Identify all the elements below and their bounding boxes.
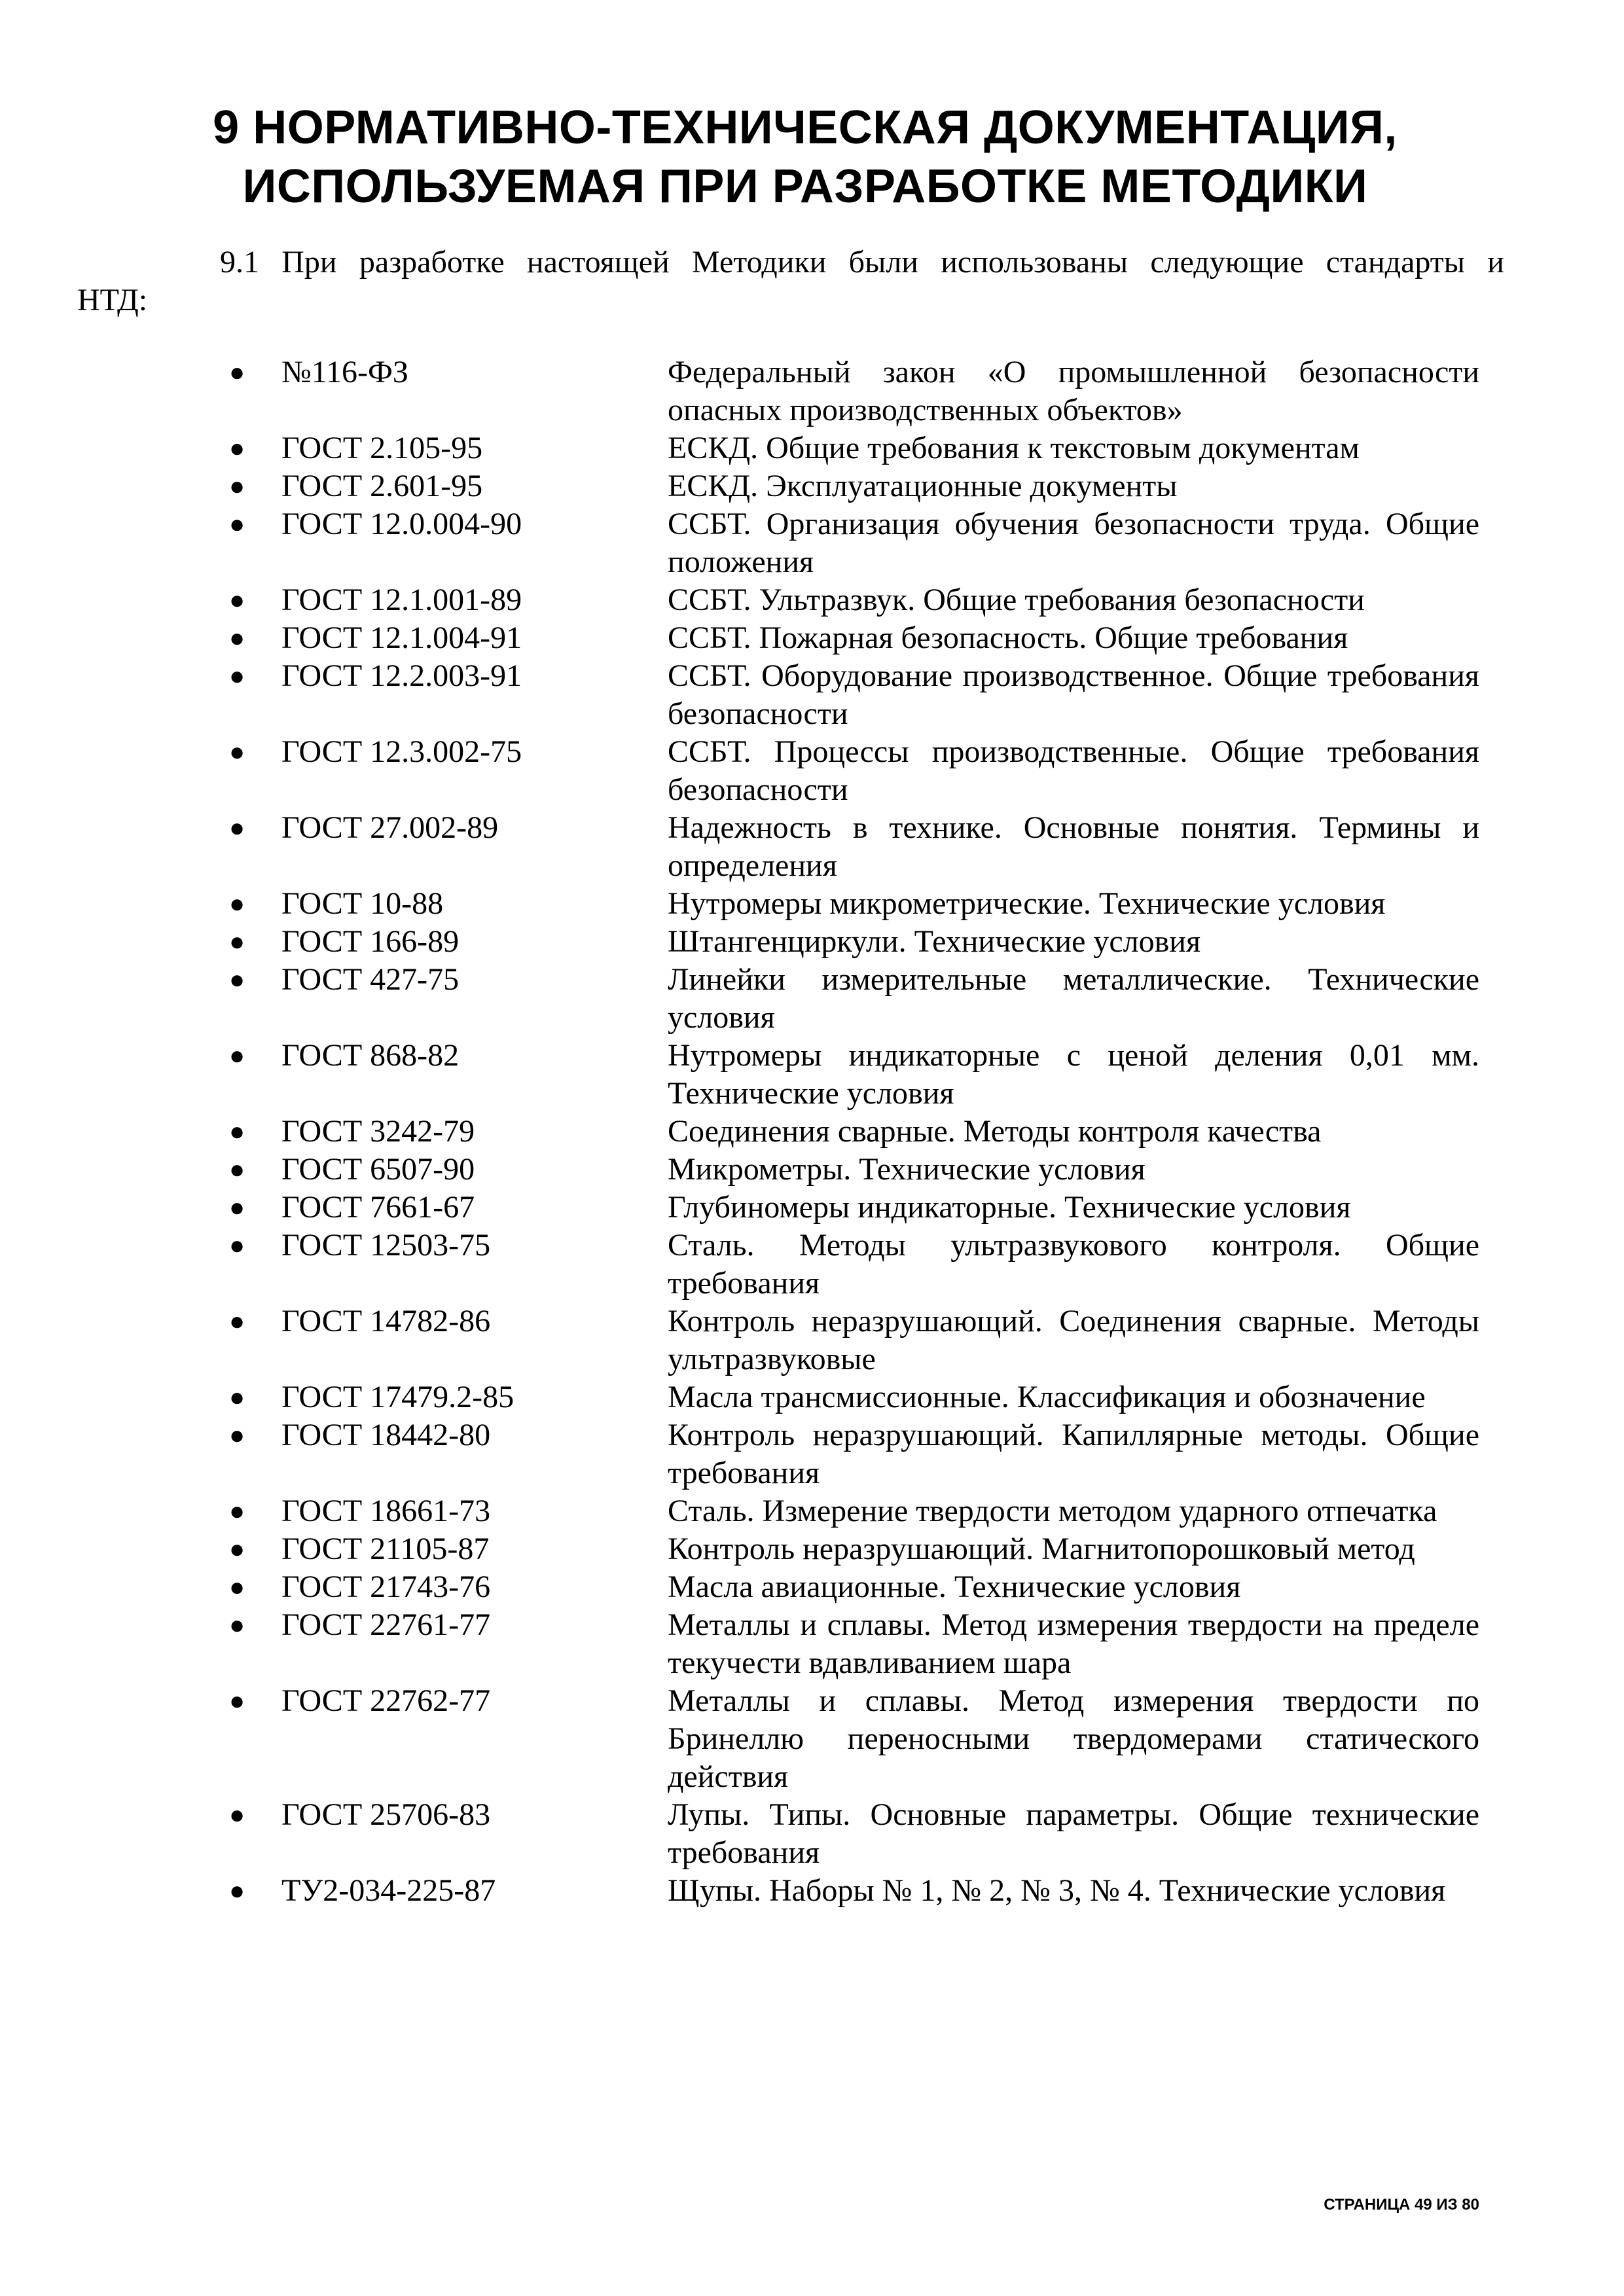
- bullet-icon: ●: [229, 623, 245, 653]
- standard-description: ЕСКД. Эксплуатационные документы: [668, 469, 1178, 503]
- bullet-icon: ●: [229, 1306, 245, 1336]
- standard-code: ГОСТ 18661-73: [281, 1494, 491, 1528]
- standard-description: Контроль неразрушающий. Магнитопорошковый метод: [668, 1532, 1415, 1566]
- standard-description: Федеральный закон «О промышленной безопасности опасных производственных объектов»: [668, 355, 1479, 427]
- standard-description: Масла трансмиссионные. Классификация и обозначение: [668, 1380, 1426, 1414]
- intro-word: были: [848, 245, 918, 279]
- list-item: [229, 809, 1486, 885]
- intro-word: При: [281, 245, 337, 279]
- bullet-icon: ●: [229, 965, 245, 994]
- standard-code: ГОСТ 12503-75: [281, 1228, 491, 1263]
- standard-code: ГОСТ 427-75: [281, 962, 460, 997]
- list-item: [229, 1037, 1486, 1113]
- bullet-icon: ●: [229, 1496, 245, 1526]
- list-item: [229, 505, 1486, 581]
- list-item: [229, 1227, 1486, 1302]
- intro-word: разработке: [359, 245, 505, 279]
- intro-word: стандарты: [1326, 245, 1465, 279]
- list-item: [229, 1796, 1486, 1872]
- intro-line-1: [77, 243, 1504, 281]
- list-item: [229, 467, 1486, 505]
- standard-code: ГОСТ 25706-83: [281, 1797, 491, 1832]
- list-item: [229, 885, 1486, 923]
- standard-description: Лупы. Типы. Основные параметры. Общие технические требования: [668, 1797, 1479, 1870]
- bullet-icon: ●: [229, 889, 245, 918]
- intro-word: следующие: [1150, 245, 1304, 279]
- bullet-icon: ●: [229, 471, 245, 501]
- standard-code: ГОСТ 10-88: [281, 886, 444, 921]
- standard-code: ГОСТ 27.002-89: [281, 810, 499, 845]
- standards-list: [229, 353, 1486, 1910]
- section-heading: [196, 98, 1414, 216]
- list-item: [229, 1568, 1486, 1606]
- standard-description: Контроль неразрушающий. Капиллярные методы. Общие требования: [668, 1418, 1479, 1490]
- standard-code: ГОСТ 18442-80: [281, 1418, 491, 1452]
- heading-line-1: 9 НОРМАТИВНО-ТЕХНИЧЕСКАЯ ДОКУМЕНТАЦИЯ,: [213, 101, 1398, 154]
- standard-description: Металлы и сплавы. Метод измерения твердости по Бринеллю переносными твердомерами статического действия: [668, 1683, 1479, 1794]
- standard-description: Микрометры. Технические условия: [668, 1152, 1146, 1187]
- standard-description: Штангенциркули. Технические условия: [668, 924, 1201, 959]
- bullet-icon: ●: [229, 1686, 245, 1715]
- standard-code: ГОСТ 868-82: [281, 1038, 460, 1073]
- standard-code: №116-ФЗ: [281, 355, 408, 389]
- standard-description: Щупы. Наборы № 1, № 2, № 3, № 4. Технические условия: [668, 1873, 1446, 1908]
- standard-code: ГОСТ 22761-77: [281, 1607, 491, 1642]
- standard-description: Нутромеры микрометрические. Технические условия: [668, 886, 1386, 921]
- list-item: [229, 1872, 1486, 1910]
- bullet-icon: ●: [229, 1420, 245, 1450]
- list-item: [229, 619, 1486, 657]
- list-item: [229, 657, 1486, 733]
- bullet-icon: ●: [229, 927, 245, 956]
- standard-code: ГОСТ 2.601-95: [281, 469, 483, 503]
- standard-code: ГОСТ 12.2.003-91: [281, 658, 522, 693]
- list-item: [229, 581, 1486, 619]
- standard-code: ГОСТ 12.0.004-90: [281, 507, 522, 541]
- bullet-icon: ●: [229, 509, 245, 539]
- bullet-icon: ●: [229, 813, 245, 842]
- standard-code: ГОСТ 3242-79: [281, 1114, 475, 1149]
- bullet-icon: ●: [229, 1800, 245, 1829]
- list-item: [229, 1682, 1486, 1796]
- bullet-icon: ●: [229, 1041, 245, 1070]
- list-item: [229, 1492, 1486, 1530]
- bullet-icon: ●: [229, 585, 245, 615]
- intro-word: и: [1487, 245, 1504, 279]
- list-item: [229, 1530, 1486, 1568]
- list-item: [229, 923, 1486, 961]
- bullet-icon: ●: [229, 1572, 245, 1602]
- list-item: [229, 1189, 1486, 1227]
- list-item: [229, 733, 1486, 809]
- bullet-icon: ●: [229, 1534, 245, 1564]
- list-item: [229, 1416, 1486, 1492]
- standard-description: ССБТ. Организация обучения безопасности труда. Общие положения: [668, 507, 1479, 579]
- standard-description: ССБТ. Ультразвук. Общие требования безопасности: [668, 583, 1365, 617]
- standard-code: ГОСТ 21743-76: [281, 1570, 491, 1604]
- standard-code: ГОСТ 12.1.004-91: [281, 620, 522, 655]
- intro-word: настоящей: [526, 245, 670, 279]
- standard-description: Глубиномеры индикаторные. Технические условия: [668, 1190, 1351, 1225]
- intro-word: 9.1: [220, 245, 259, 279]
- intro-word: использованы: [941, 245, 1128, 279]
- standard-description: Надежность в технике. Основные понятия. Термины и определения: [668, 810, 1479, 883]
- standard-code: ГОСТ 17479.2-85: [281, 1380, 514, 1414]
- bullet-icon: ●: [229, 1382, 245, 1412]
- standard-code: ГОСТ 6507-90: [281, 1152, 475, 1187]
- standard-description: ЕСКД. Общие требования к текстовым документам: [668, 431, 1360, 465]
- list-item: [229, 1606, 1486, 1682]
- bullet-icon: ●: [229, 1193, 245, 1222]
- standard-code: ГОСТ 12.3.002-75: [281, 734, 522, 769]
- standard-description: Нутромеры индикаторные с ценой деления 0,01 мм. Технические условия: [668, 1038, 1479, 1111]
- heading-line-2: ИСПОЛЬЗУЕМАЯ ПРИ РАЗРАБОТКЕ МЕТОДИКИ: [242, 160, 1368, 213]
- intro-paragraph: [77, 243, 1504, 319]
- list-item: [229, 1151, 1486, 1189]
- bullet-icon: ●: [229, 1155, 245, 1184]
- standard-description: Металлы и сплавы. Метод измерения твердости на пределе текучести вдавливанием шара: [668, 1607, 1479, 1680]
- bullet-icon: ●: [229, 737, 245, 766]
- standard-code: ГОСТ 2.105-95: [281, 431, 483, 465]
- standard-code: ГОСТ 7661-67: [281, 1190, 475, 1225]
- list-item: [229, 1113, 1486, 1151]
- standard-description: Контроль неразрушающий. Соединения сварные. Методы ультразвуковые: [668, 1304, 1479, 1376]
- intro-word: Методики: [691, 245, 827, 279]
- bullet-icon: ●: [229, 1876, 245, 1905]
- standard-code: ГОСТ 21105-87: [281, 1532, 490, 1566]
- list-item: [229, 429, 1486, 467]
- standard-description: Масла авиационные. Технические условия: [668, 1570, 1241, 1604]
- standard-description: Сталь. Методы ультразвукового контроля. Общие требования: [668, 1228, 1479, 1300]
- standard-description: ССБТ. Оборудование производственное. Общие требования безопасности: [668, 658, 1479, 731]
- bullet-icon: ●: [229, 1230, 245, 1260]
- standard-description: Сталь. Измерение твердости методом ударного отпечатка: [668, 1494, 1437, 1528]
- standard-description: Линейки измерительные металлические. Технические условия: [668, 962, 1479, 1035]
- standard-code: ГОСТ 166-89: [281, 924, 460, 959]
- bullet-icon: ●: [229, 357, 245, 387]
- bullet-icon: ●: [229, 661, 245, 691]
- standard-code: ГОСТ 14782-86: [281, 1304, 491, 1338]
- list-item: [229, 1378, 1486, 1416]
- bullet-icon: ●: [229, 1610, 245, 1640]
- standard-code: ГОСТ 12.1.001-89: [281, 583, 522, 617]
- intro-line-2: НТД:: [77, 283, 148, 317]
- standard-code: ГОСТ 22762-77: [281, 1683, 491, 1718]
- standard-description: ССБТ. Пожарная безопасность. Общие требования: [668, 620, 1348, 655]
- bullet-icon: ●: [229, 433, 245, 463]
- list-item: [229, 1302, 1486, 1378]
- standard-description: Соединения сварные. Методы контроля качества: [668, 1114, 1322, 1149]
- list-item: [229, 353, 1486, 429]
- standard-code: ТУ2-034-225-87: [281, 1873, 496, 1908]
- list-item: [229, 961, 1486, 1037]
- standard-description: ССБТ. Процессы производственные. Общие требования безопасности: [668, 734, 1479, 807]
- bullet-icon: ●: [229, 1117, 245, 1146]
- page-number: СТРАНИЦА 49 ИЗ 80: [1324, 2196, 1479, 2214]
